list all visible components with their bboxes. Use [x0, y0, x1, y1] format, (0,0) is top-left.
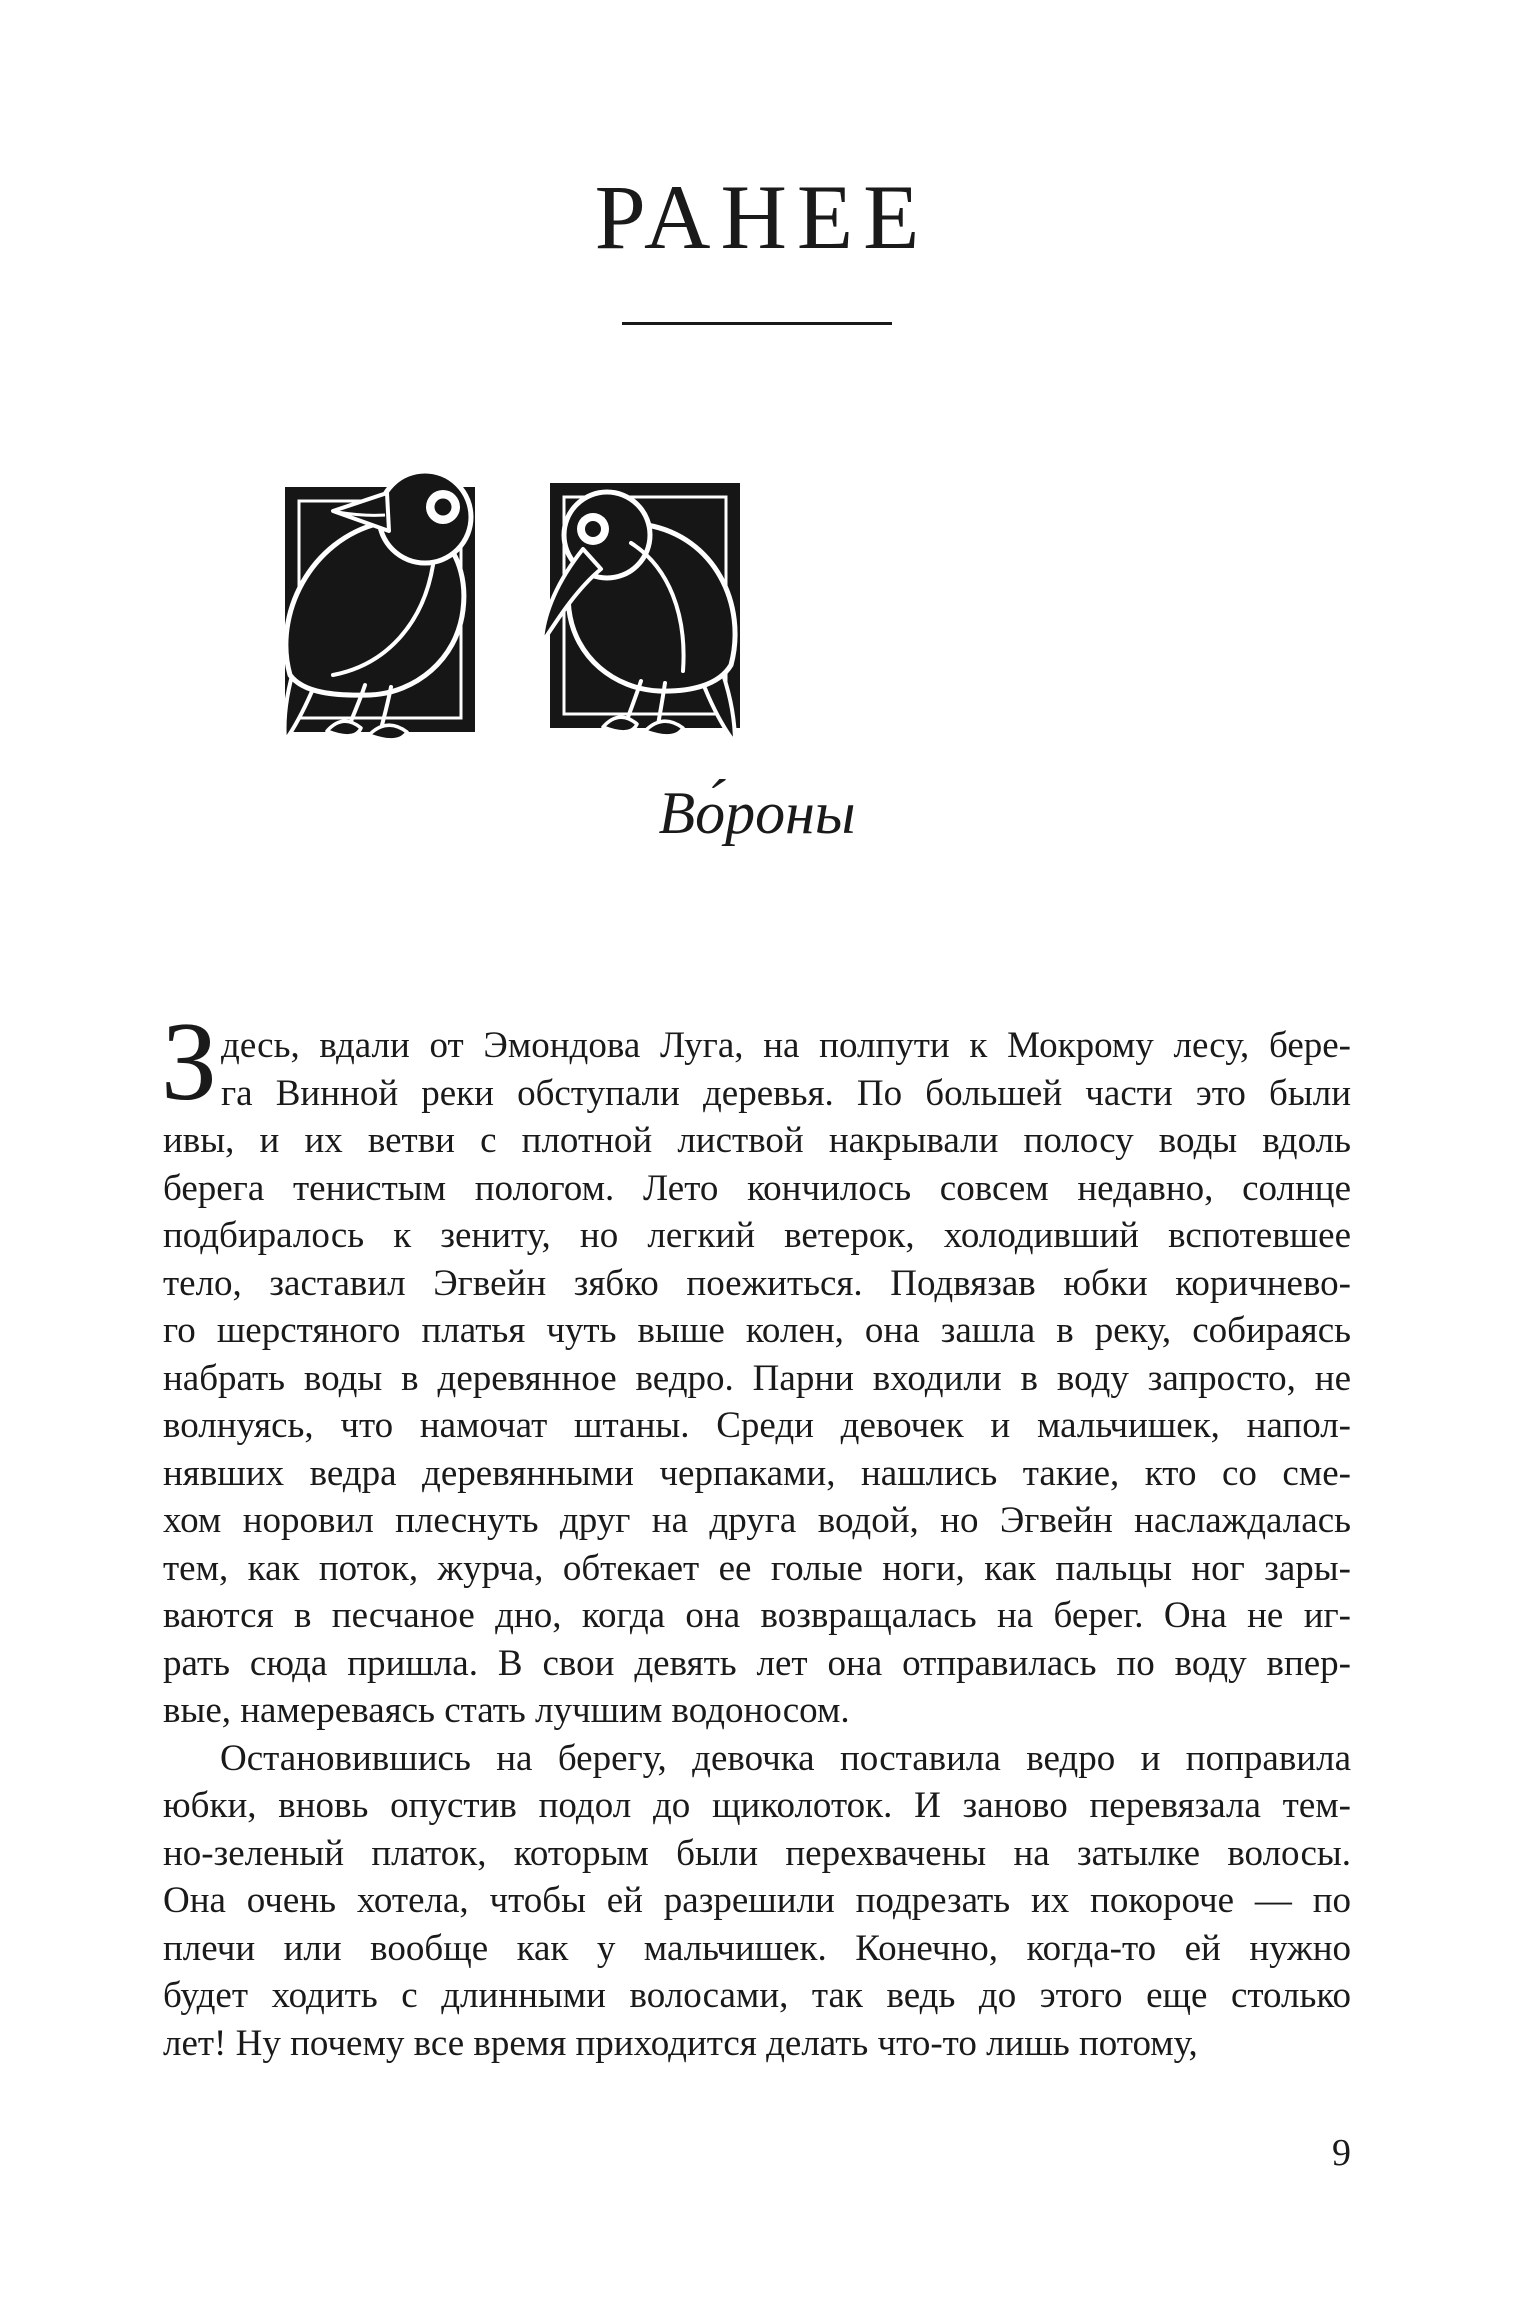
drop-cap: З: [161, 1000, 218, 1124]
text-line: десь, вдали от Эмондова Луга, на полпути к Мокрому лесу, бере-: [221, 1025, 1351, 1066]
text-line: рать сюда пришла. В свои девять лет она отправилась по воду впер-: [163, 1642, 1351, 1684]
text-line: ивы, и их ветви с плотной листвой накрывали полосу воды вдоль: [163, 1120, 1351, 1161]
text-line: набрать воды в деревянное ведро. Парни входили в воду запросто, не: [163, 1357, 1351, 1399]
chapter-title: Во́роны: [658, 780, 856, 846]
body-text: [161, 1000, 1351, 2067]
chapter-ornament: [265, 445, 1453, 750]
raven-long-beak-icon: [535, 445, 755, 750]
title-divider: [622, 322, 892, 325]
page-number: 9: [1332, 2132, 1351, 2174]
text-line: га Винной реки обступали деревья. По большей части это были: [221, 1072, 1351, 1114]
text-line: хом норовил плеснуть друг на друга водой, но Эгвейн наслаждалась: [163, 1500, 1351, 1541]
text-line: плечи или вообще как у мальчишек. Конечно, когда-то ей нужно: [163, 1927, 1351, 1969]
text-line: берега тенистым пологом. Лето кончилось совсем недавно, солнце: [163, 1167, 1351, 1209]
raven-facing-left-icon: [265, 445, 485, 750]
text-line: вые, намереваясь стать лучшим водоносом.: [163, 1690, 850, 1731]
text-line: но-зеленый платок, которым были перехвачены на затылке волосы.: [163, 1832, 1351, 1874]
text-line: Она очень хотела, чтобы ей разрешили подрезать их покороче — по: [163, 1880, 1351, 1921]
text-line: будет ходить с длинными волосами, так ведь до этого еще столько: [163, 1975, 1351, 2016]
text-line: волнуясь, что намочат штаны. Среди девочек и мальчишек, напол-: [163, 1405, 1351, 1446]
text-line: ваются в песчаное дно, когда она возвращалась на берег. Она не иг-: [163, 1595, 1351, 1636]
text-line: го шерстяного платья чуть выше колен, она зашла в реку, собираясь: [163, 1310, 1351, 1351]
text-line: лет! Ну почему все время приходится делать что-то лишь потому,: [163, 2022, 1198, 2064]
text-line: нявших ведра деревянными черпаками, нашлись такие, кто со сме-: [163, 1452, 1351, 1494]
text-line: тело, заставил Эгвейн зябко поежиться. Подвязав юбки коричнево-: [163, 1262, 1351, 1304]
section-title: РАНЕЕ: [594, 166, 930, 268]
text-line: подбиралось к зениту, но легкий ветерок, холодивший вспотевшее: [163, 1215, 1351, 1256]
text-line: юбки, вновь опустив подол до щиколоток. И заново перевязала тем-: [163, 1785, 1351, 1826]
text-line: Остановившись на берегу, девочка поставила ведро и поправила: [220, 1737, 1351, 1779]
text-line: тем, как поток, журча, обтекает ее голые ноги, как пальцы ног зары-: [163, 1547, 1351, 1589]
